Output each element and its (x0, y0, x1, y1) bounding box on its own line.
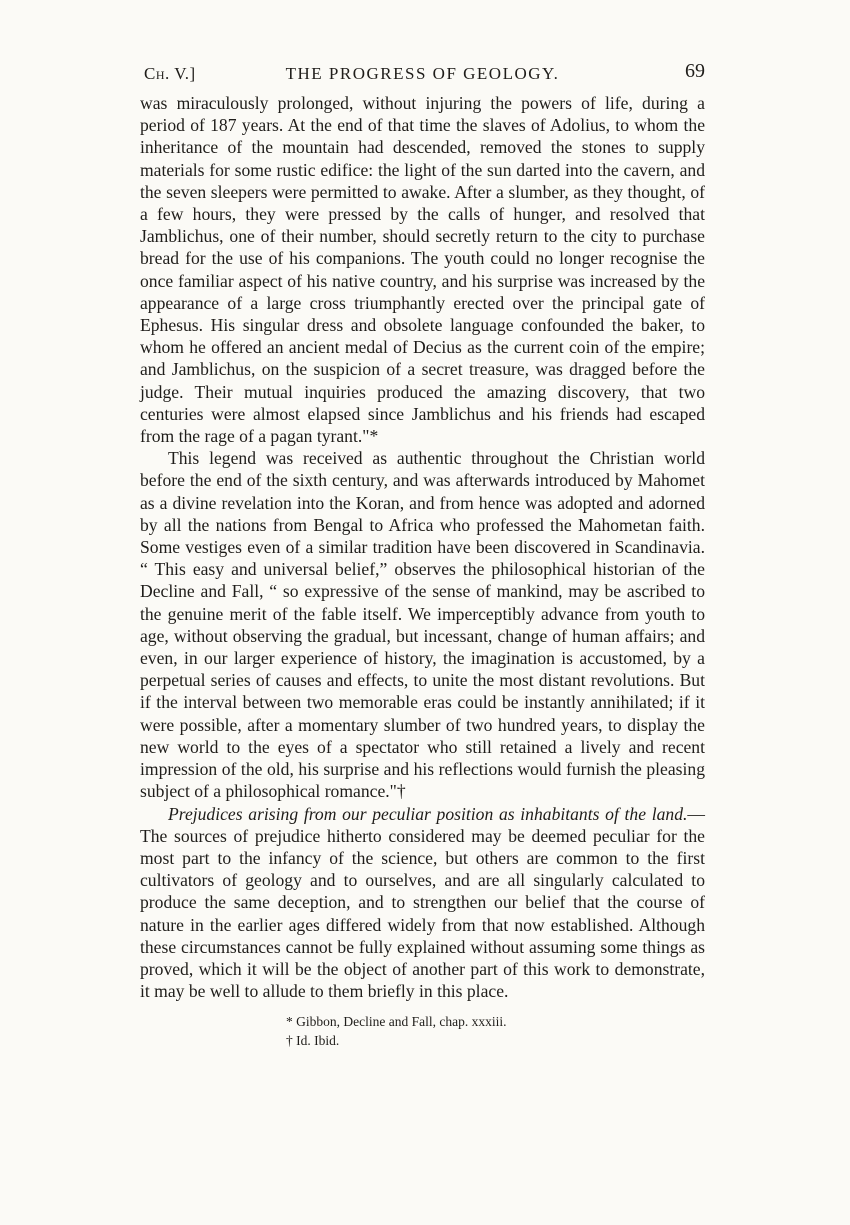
chapter-marker: Ch. V.] (144, 64, 196, 83)
footnotes (286, 1012, 705, 1050)
page-number: 69 (685, 60, 705, 82)
running-head (140, 60, 705, 92)
paragraph-continued: was miraculously prolonged, without injuring the powers of life, during a period of 187 years. At the end of that time the slaves of Adolius, to whom the inheritance of the mountain had descended, removed the stones to supply materials for some rustic edifice: the light of the sun darted into the cavern, and the seven sleepers were permitted to awake. After a slumber, as they thought, of a few hours, they were pressed by the calls of hunger, and resolved that Jamblichus, one of their number, should secretly return to the city to purchase bread for the use of his companions. The youth could no longer recognise the once familiar aspect of his native country, and his surprise was increased by the appearance of a large cross triumphantly erected over the principal gate of Ephesus. His singular dress and obsolete language confounded the baker, to whom he offered an ancient medal of Decius as the current coin of the empire; and Jamblichus, on the suspicion of a secret treasure, was dragged before the judge. Their mutual inquiries produced the amazing discovery, that two centuries were almost elapsed since Jamblichus and his friends had escaped from the rage of a pagan tyrant."* (140, 93, 705, 447)
paragraph-legend: This legend was received as authentic throughout the Christian world before the end of the sixth century, and was afterwards introduced by Mahomet as a divine revelation into the Koran, and from hence was adopted and adorned by all the nations from Bengal to Africa who professed the Mahometan faith. Some vestiges even of a similar tradition have been discovered in Scandinavia. “ This easy and universal belief,” observes the philosophical historian of the Decline and Fall, “ so expressive of the sense of mankind, may be ascribed to the genuine merit of the fable itself. We imperceptibly advance from youth to age, without observing the gradual, but incessant, change of human affairs; and even, in our larger experience of history, the imagination is accustomed, by a perpetual series of causes and effects, to unite the most distant revolutions. But if the interval between two memorable eras could be instantly annihilated; if it were possible, after a momentary slumber of two hundred years, to display the new world to the eyes of a spectator who still retained a lively and recent impression of the old, his surprise and his reflections would furnish the pleasing subject of a philosophical romance."† (140, 448, 705, 802)
running-title: THE PROGRESS OF GEOLOGY. (285, 64, 560, 83)
section-heading: Prejudices arising from our peculiar position as inhabitants of the land. (168, 803, 688, 824)
book-page (140, 60, 705, 1050)
paragraph-prejudices (140, 803, 705, 1003)
paragraph-text: —The sources of prejudice hitherto considered may be deemed peculiar for the most part to the infancy of the science, but others are common to the first cultivators of geology and to ourselves, and are all singularly calculated to produce the same deception, and to strengthen our belief that the course of nature in the earlier ages differed widely from that now established. Although these circumstances cannot be fully explained without assuming some things as proved, which it will be the object of another part of this work to demonstrate, it may be well to allude to them briefly in this place. (140, 803, 705, 1002)
footnote-2: † Id. Ibid. (286, 1033, 340, 1049)
footnote-1: * Gibbon, Decline and Fall, chap. xxxiii. (286, 1014, 507, 1030)
